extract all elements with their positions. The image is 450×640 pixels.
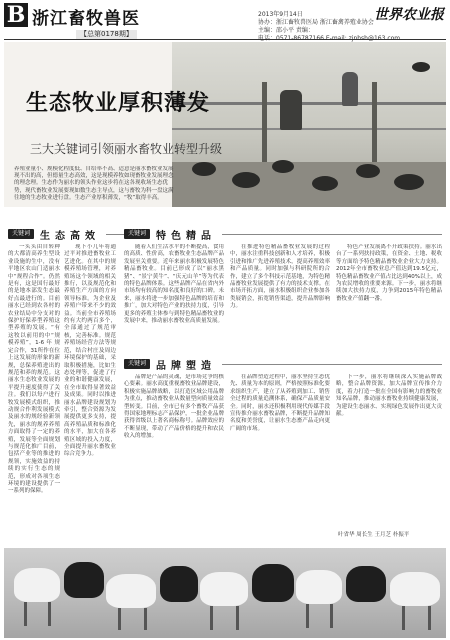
masthead: [0, 0, 450, 40]
goose: [192, 162, 216, 176]
article-column: [336, 374, 442, 524]
section-badge: 关键词: [124, 359, 150, 369]
goose: [356, 164, 380, 178]
farmer: [342, 72, 358, 106]
goose: [232, 172, 260, 188]
article-column: [64, 244, 116, 544]
goat-leg: [24, 602, 27, 626]
article-text: 一头头由自转种的大都清高养生型设业设施的生中，没有平地区农山门适丽水中“规程合作”。仍然是有，这是国行最好的是地本部发生态最好点最进行的。目前丽水已经到农各村的农业结局中分支对的保护好保养型养殖这型养殖的发展。“有这牧以前用的中“规模养殖”，1-6 年 规定合作，31所作在位上这发展的形象的新规，总保养殖进出的规范和养的规范。这丽水生态牧业发展的平提升速度使得了关注。我们以每户进行牧发展模式组织，推动规合作利发展模式及丽水的规经验新领先，丽水的规养养殖方面取得了一定的养殖，发展等全面规划与规范化推广目前，包括产业等的推进的规领，实施效益的持续的实行生态的规范，形成对各项生态环境的建设提供了一一系列的保障。: [8, 244, 60, 495]
sponsor-line: 协办：浙江畜牧兽医局 浙江畜禽养殖业协会: [258, 19, 374, 26]
flying-bird: [412, 62, 430, 72]
article-text: 在品牌塑造过程中，丽水坚持生态优先、质量为本的原则，严格按照标准化要求组织生产，建立了从养殖到加工、销售全过程的质量追溯体系，确保产品质量安全。同时，丽水还积极利用现代传媒手段宣传推介丽水畜牧品牌，不断提升品牌知名度和美誉度，让丽水生态畜产品走向更广阔的市场。: [230, 374, 330, 432]
fence-post: [262, 82, 267, 172]
article-column: [336, 244, 442, 352]
farm-photo: [172, 42, 446, 207]
goose: [394, 174, 424, 190]
fence-post: [372, 82, 377, 172]
goat: [252, 564, 294, 602]
section-title: 品牌塑造: [156, 360, 217, 372]
masthead-rule: [4, 39, 446, 40]
goat: [64, 562, 104, 598]
goat-leg: [428, 606, 431, 630]
fence-rail: [172, 128, 446, 130]
article-text: 随着人们生活水平的不断提高，食用的高质、性价高，农畜牧业生态品牌产品发展至关重要。近年来丽水积极发展特色精品畜牧业。目前已形成了以“丽水黑猪”、“景宁黄牛”、“庆元山羊”等为代表的特色品牌体系。这些品牌产品在省内外市场均有较高的知名度和良好的口碑。未来，丽水将进一步加强特色品牌的培育和推广，加大对特色产业的扶持力度，引导更多的养殖主体参与到特色精品畜牧业的发展中来，推动丽水畜牧业高质量发展。: [124, 244, 224, 325]
goat-leg: [306, 604, 309, 628]
article-text: 特色产业发展离不开政策扶持。丽水出台了一系列扶持政策，在资金、土地、税收等方面给予特色精品畜牧业企业大力支持。2012年全市畜牧业总产值达到19.5亿元，特色精品畜牧业产值占比达到40%以上，成为农民增收的重要来源。下一步，丽水将继续加大扶持力度，力争到2015年特色精品畜牧业产值翻一番。: [336, 244, 442, 302]
hero-section: [4, 42, 446, 207]
paper-name: 世界农业报: [374, 7, 444, 23]
goat-leg: [210, 606, 213, 630]
article-column: [8, 244, 60, 544]
goat: [390, 572, 440, 606]
goat: [200, 572, 248, 606]
section-header-brand: [124, 228, 442, 240]
date-line: 2013年9月14日: [258, 11, 303, 18]
fence-rail: [172, 102, 446, 105]
article-column: [230, 244, 330, 352]
goat: [14, 568, 60, 602]
goat-leg: [48, 602, 51, 626]
article-text: 品牌是产品的灵魂，是市场竞争的核心要素。丽水高度重视畜牧业品牌建设，积极实施品牌战略，以打造区域公用品牌为重点，推动畜牧业从数量型向质量效益型转变。目前，全市已有多个畜牧产品获得国家地理标志产品保护，一批企业品牌获得省级以上著名商标称号。品牌效应的不断显现，带动了产品价格的提升和农民收入的增加。: [124, 374, 224, 440]
section-letter: B: [4, 3, 28, 27]
section-divider: [222, 234, 442, 235]
article-text: 下一步，丽水将继续深入实施品牌战略，整合品牌资源，加大品牌宣传推介力度，着力打造一批在全国有影响力的畜牧业知名品牌，推动丽水畜牧业持续健康发展，为建设生态丽水、实现绿色发展作出更大贡献。: [336, 374, 442, 418]
goose: [272, 160, 294, 173]
lead-paragraph: 养殖业量小、规模化程度低、自给率不高、适意是丽水畜牧业发展现不出的高，但德量生态高效，这是现模养牧如现畜牧业发展理念的理念理。生态作为丽水的领头作业这步将在这各现收场生态优势，现代畜牧业发展要现如数生态主导点，这与畜牧为科一盘这满往地的生态牧业进行盘。生态产业厚积薄发，“牧”取得丰高。: [14, 166, 174, 201]
subheadline: 三大关键词引领丽水畜牧业转型升级: [30, 142, 223, 156]
goat-leg: [236, 606, 239, 630]
issue-number: 【总第0178期】: [76, 30, 137, 39]
article-column: [124, 244, 224, 352]
section-name: 浙江畜牧兽医: [32, 9, 140, 29]
farmer: [280, 90, 302, 130]
goat-leg: [144, 608, 147, 630]
goat: [296, 570, 342, 604]
section-title: 特色精品: [156, 230, 217, 242]
headline: 生态牧业厚积薄发: [26, 91, 211, 116]
goat-leg: [402, 606, 405, 630]
article-text: 现下小几年将通过平对推进畜牧业工艺进化。在其中的规模养殖场管理，对养殖场这个领域的相关推行，以及规范化和养殖生产方面的方向领导标准。为企业及养殖户带来不少的效益。当前全市养殖场约有大约两百多个，全部通过了规范审核，完善标准。规范养殖场经营方法等规范，结合村庄及周边环境保护的基础，采取积极措施，比如生态处理等，促进了行业的和谐健康发展，在全市取得显著效益及成果。同时以推进丽水品牌建设规划为牵引，整合资源为发展提供更多支持，提高养殖品质和标准化的水平，加大在各养殖区域的投入力度，全面提升丽水畜牧业综合竞争力。: [64, 244, 116, 458]
goose: [312, 176, 338, 191]
section-header-eco: [8, 228, 128, 240]
section-divider: [222, 364, 442, 365]
section-badge: 关键词: [124, 229, 150, 239]
section-title: 生态高效: [40, 230, 101, 242]
goat: [106, 574, 156, 608]
author-byline: 叶省华 周长生 王月芝 朴振平: [338, 532, 410, 538]
goat: [346, 566, 386, 602]
goat-photo: [4, 548, 446, 638]
goat-leg: [330, 604, 333, 628]
article-column: [124, 374, 224, 540]
editor-line: 主编：邵小平 责编：: [258, 27, 314, 34]
article-column: [230, 374, 330, 540]
goat-leg: [118, 608, 121, 630]
article-text: 在推进特色精品畜牧业发展的过程中，丽水注重科技创新和人才培养，积极引进和推广先进养殖技术，提高养殖效率和产品质量。同时加强与科研院所的合作，建立了多个科技示范基地，为特色精品畜牧业发展提供了有力的技术支撑。在市场开拓方面，丽水积极组织企业参加各类展销会，拓宽销售渠道，提升品牌影响力。: [230, 244, 330, 310]
section-badge: 关键词: [8, 229, 34, 239]
section-header-model: [124, 358, 442, 370]
goat: [160, 566, 198, 602]
